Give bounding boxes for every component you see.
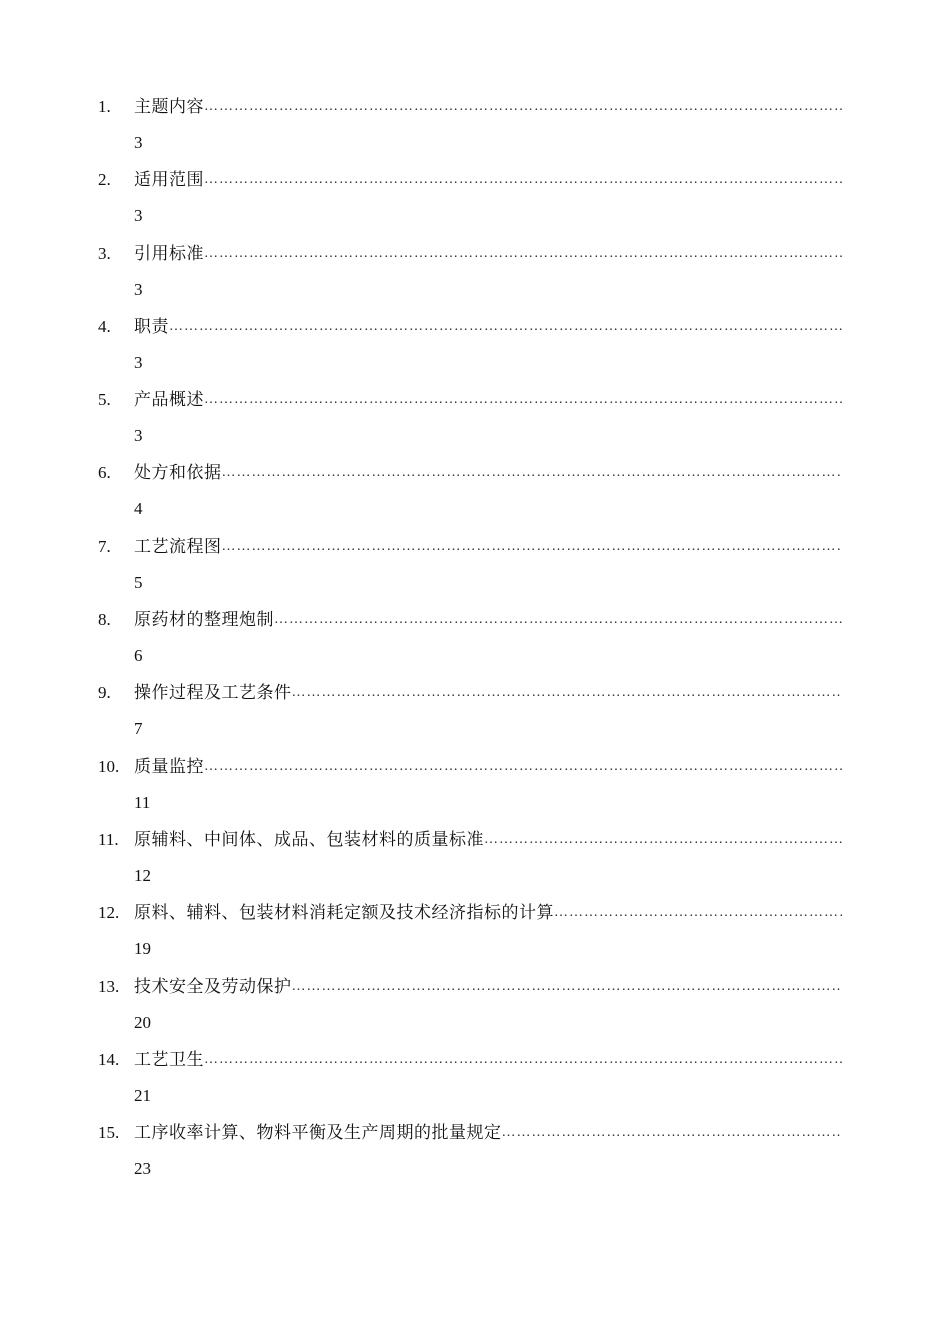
- toc-entry-1[interactable]: [0, 88, 950, 161]
- toc-entry-7[interactable]: [0, 528, 950, 601]
- toc-entry-line: [98, 454, 842, 492]
- toc-entry-title: 引用标准: [134, 243, 204, 264]
- toc-entry-line: [98, 674, 842, 712]
- toc-entry-number: 15.: [98, 1123, 120, 1143]
- toc-dot-leader: [204, 381, 842, 419]
- toc-dot-leader: [204, 1041, 842, 1079]
- toc-entry-number: 9.: [98, 683, 111, 703]
- toc-entry-2[interactable]: [0, 161, 950, 234]
- toc-entry-number: 7.: [98, 536, 111, 556]
- toc-entry-13[interactable]: [0, 968, 950, 1041]
- toc-entry-title: 主题内容: [134, 97, 204, 117]
- toc-entry-page-number: 23: [134, 1159, 151, 1179]
- toc-entry-title: 产品概述: [134, 390, 204, 411]
- toc-entry-page-number: 21: [134, 1085, 151, 1105]
- toc-entry-number: 1.: [98, 97, 111, 116]
- toc-entry-3[interactable]: [0, 235, 950, 308]
- toc-dot-leader: [554, 894, 842, 932]
- toc-entry-line: [98, 308, 842, 346]
- toc-entry-11[interactable]: [0, 821, 950, 894]
- toc-entry-line: [98, 748, 842, 786]
- toc-entry-15[interactable]: [0, 1114, 950, 1187]
- toc-dot-leader: [204, 88, 842, 126]
- toc-entry-page-number: 20: [134, 1012, 151, 1032]
- toc-entry-title: 原药材的整理炮制: [134, 610, 274, 631]
- toc-dot-leader: [169, 308, 842, 346]
- toc-entry-page-number: 12: [134, 865, 151, 885]
- toc-entry-9[interactable]: [0, 674, 950, 747]
- toc-entry-page-number: 11: [134, 792, 151, 812]
- toc-entry-14[interactable]: [0, 1041, 950, 1114]
- toc-entry-page-number: 3: [134, 133, 143, 152]
- toc-entry-page-number: 3: [134, 352, 143, 372]
- toc-entry-line: [98, 821, 842, 859]
- toc-dot-leader: [204, 235, 842, 273]
- toc-entry-title: 适用范围: [134, 170, 204, 191]
- toc-entry-title: 工序收率计算、物料平衡及生产周期的批量规定: [134, 1123, 502, 1144]
- toc-entry-title: 技术安全及劳动保护: [134, 976, 292, 997]
- toc-entry-line: [98, 601, 842, 639]
- toc-entry-page-number: 3: [134, 206, 143, 226]
- toc-entry-number: 2.: [98, 170, 111, 190]
- toc-entry-4[interactable]: [0, 308, 950, 381]
- toc-entry-title: 工艺卫生: [134, 1049, 204, 1070]
- toc-dot-leader: [484, 821, 842, 859]
- toc-entry-title: 工艺流程图: [134, 536, 222, 557]
- toc-entry-line: [98, 235, 842, 273]
- toc-dot-leader: [502, 1114, 843, 1152]
- toc-entry-number: 11.: [98, 829, 119, 849]
- toc-entry-12[interactable]: [0, 894, 950, 967]
- toc-entry-number: 8.: [98, 610, 111, 630]
- toc-entry-title: 操作过程及工艺条件: [134, 683, 292, 704]
- toc-entry-line: [98, 968, 842, 1006]
- toc-entry-title: 职责: [134, 316, 169, 337]
- toc-entry-page-number: 4: [134, 499, 143, 519]
- toc-entry-line: [98, 88, 842, 126]
- toc-entry-title: 处方和依据: [134, 463, 222, 484]
- toc-entry-number: 5.: [98, 390, 111, 410]
- toc-entry-8[interactable]: [0, 601, 950, 674]
- toc-entry-line: [98, 528, 842, 566]
- toc-dot-leader: [204, 748, 842, 786]
- toc-entry-line: [98, 1041, 842, 1079]
- toc-entry-number: 10.: [98, 756, 120, 776]
- toc-entry-number: 4.: [98, 316, 111, 336]
- toc-entry-number: 12.: [98, 903, 120, 923]
- toc-entry-page-number: 3: [134, 279, 143, 299]
- toc-entry-page-number: 3: [134, 426, 143, 446]
- toc-entry-page-number: 5: [134, 572, 143, 592]
- toc-dot-leader: [204, 161, 842, 199]
- toc-entry-line: [98, 894, 842, 932]
- toc-entry-line: [98, 1114, 842, 1152]
- table-of-contents: [0, 88, 950, 1187]
- toc-dot-leader: [222, 528, 843, 566]
- toc-entry-number: 6.: [98, 463, 111, 483]
- toc-entry-10[interactable]: [0, 748, 950, 821]
- toc-dot-leader: [292, 968, 843, 1006]
- toc-entry-number: 14.: [98, 1049, 120, 1069]
- toc-entry-title: 原辅料、中间体、成品、包装材料的质量标准: [134, 829, 484, 850]
- toc-entry-5[interactable]: [0, 381, 950, 454]
- toc-entry-page-number: 7: [134, 719, 143, 739]
- toc-entry-title: 质量监控: [134, 756, 204, 777]
- toc-entry-6[interactable]: [0, 454, 950, 527]
- toc-entry-page-number: 6: [134, 646, 143, 666]
- toc-entry-number: 3.: [98, 243, 111, 263]
- toc-entry-page-number: 19: [134, 939, 151, 959]
- toc-dot-leader: [292, 674, 843, 712]
- toc-dot-leader: [222, 454, 843, 492]
- toc-entry-line: [98, 161, 842, 199]
- toc-dot-leader: [274, 601, 842, 639]
- toc-entry-title: 原料、辅料、包装材料消耗定额及技术经济指标的计算: [134, 903, 554, 924]
- toc-entry-number: 13.: [98, 976, 120, 996]
- toc-entry-line: [98, 381, 842, 419]
